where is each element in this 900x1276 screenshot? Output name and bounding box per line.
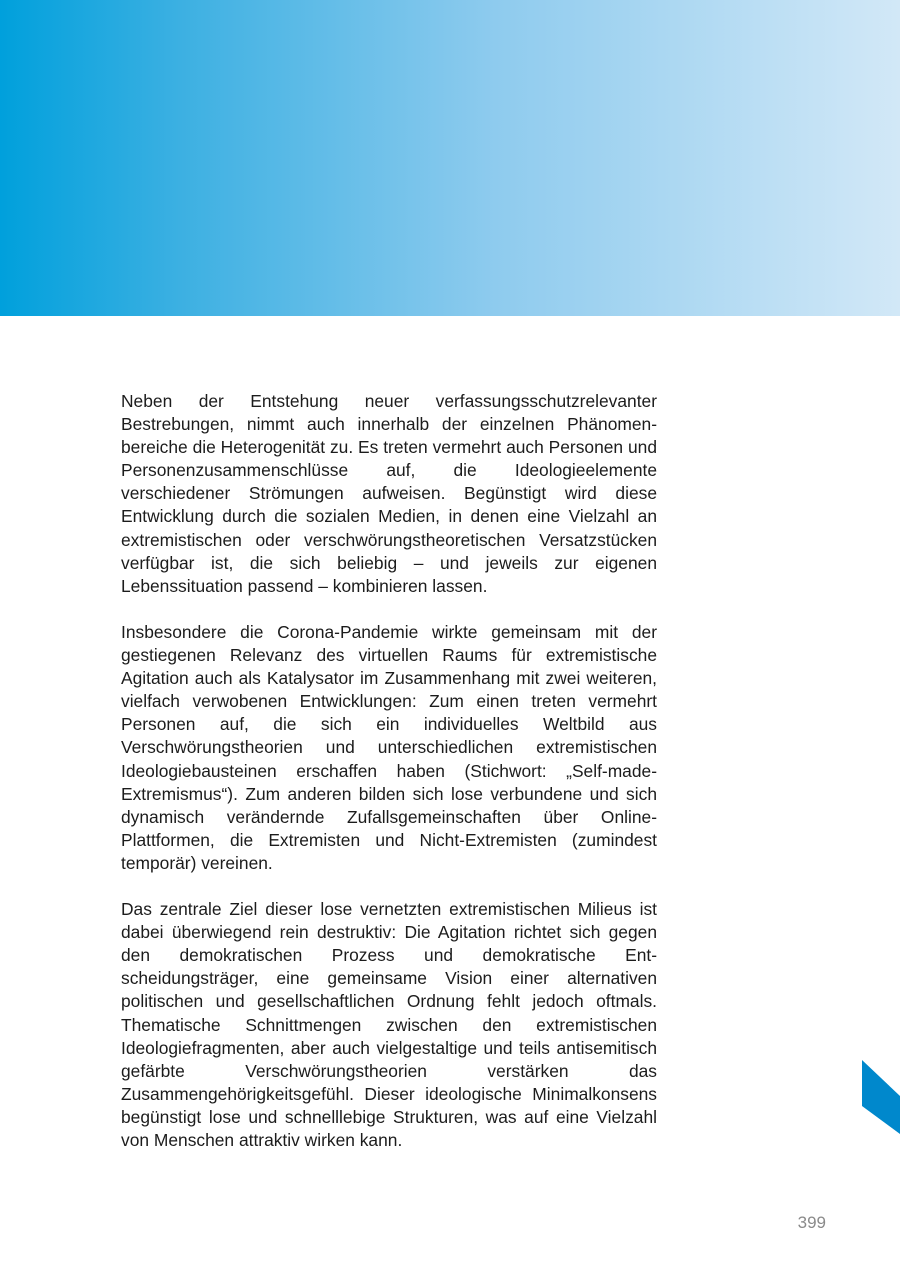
paragraph-2: Insbesondere die Corona-Pandemie wirkte gemeinsam mit der gestiegenen Relevanz des virtuellen Raums für extremistische Agitation auch als Katalysator im Zusammenhang mit zwei weiteren, vielfach verwobenen Entwicklungen: Zum einen treten vermehrt Personen auf, die sich ein individuelles Weltbild aus Verschwörungstheorien und unterschiedlichen extremistischen Ideologiebausteinen erschaffen haben (Stichwort: „Self-made-Extremismus“). Zum anderen bilden sich lose verbundene und sich dynamisch verändernde Zufallsgemeinschaften über Online-Plattformen, die Extremisten und Nicht-Extremisten (zumindest temporär) vereinen. [121,621,657,873]
chapter-marker-icon [862,1060,900,1134]
paragraph-3: Das zentrale Ziel dieser lose vernetzten extremistischen Milieus ist dabei überwiegend rein destruktiv: Die Agitation richtet sich gegen den demokratischen Prozess und demokratische Entscheidungsträger, eine gemeinsame Vision einer alternativen politischen und gesellschaftlichen Ordnung fehlt jedoch oftmals. Thematische Schnittmengen zwischen den extremistischen Ideologiefragmenten, aber auch vielgestaltige und teils antisemitisch gefärbte Verschwörungstheorien verstärken das Zusammengehörigkeitsgefühl. Dieser ideologische Minimalkonsens begünstigt lose und schnelllebige Strukturen, was auf eine Vielzahl von Menschen attraktiv wirken kann. [121,899,657,1150]
header-gradient-band [0,0,900,316]
body-text [121,390,657,1175]
chapter-marker-shape [862,1060,900,1134]
page-number: 399 [797,1213,826,1232]
paragraph-1: Neben der Entstehung neuer verfassungsschutzrelevanter Bestrebungen, nimmt auch innerhalb der einzelnen Phänomenbereiche die Heterogenität zu. Es treten vermehrt auch Personen und Personenzusammenschlüsse auf, die Ideologieelemente verschiedener Strömungen aufweisen. Begünstigt wird diese Entwicklung durch die sozialen Medien, in denen eine Vielzahl an extremistischen oder verschwörungstheoretischen Versatzstücken verfügbar ist, die sich beliebig – und jeweils zur eigenen Lebenssituation passend – kombinieren lassen. [121,391,657,596]
